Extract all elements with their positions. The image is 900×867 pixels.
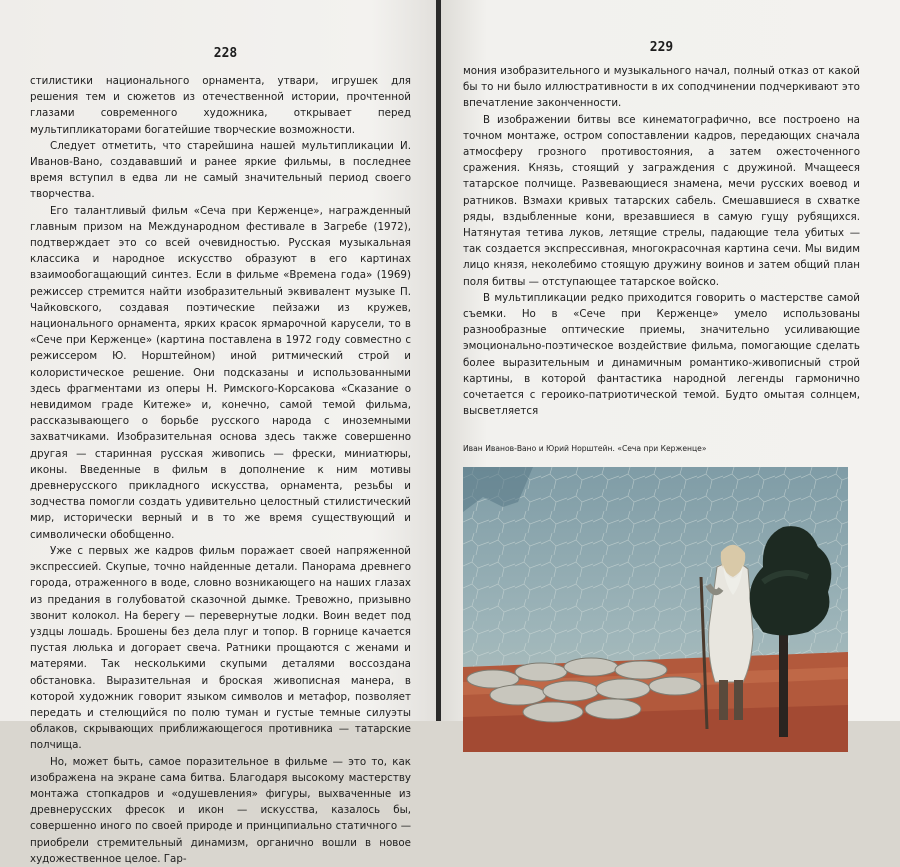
figure-caption: Иван Иванов-Вано и Юрий Норштейн. «Сеча при Керженце»: [463, 444, 707, 454]
page-number-left: 228: [213, 46, 238, 61]
left-page: [0, 0, 437, 865]
paragraph: Но, может быть, самое поразительное в фильме — это то, как изображена на экране сама битва. Благодаря высокому мастерству монтажа стопкадров и «одушевления» фигуры, выхваченные из древнерусских фресок и икон — искусства, казалось бы, совершенно иного по своей природе и принципиально статичного — приобрели стремительный динамизм, органично вошли в новое художественное целое. Гар-: [30, 755, 411, 865]
paragraph: В изображении битвы все кинематографично, все построено на точном монтаже, остром сопоставлении кадров, передающих сначала атмосферу грозного противостояния, а затем ожесточенного сражения. Князь, стоящий у заграждения с дружиной. Мчащееся татарское полчище. Развевающиеся знамена, мечи русских воевод и ратников. Взмахи кривых татарских сабель. Смешавшиеся в схватке ряды, вздыбленные кони, врезавшиеся в самую гущу рубящихся. Натянутая тетива луков, летящие стрелы, падающие тела убитых — так создается экспрессивная, многокрасочная картина сечи. Мы видим лицо князя, неколебимо стоящую дружину воинов и затем общий план поля битвы — отступающее татарское войско.: [463, 113, 860, 288]
paragraph: Его талантливый фильм «Сеча при Керженце», награжденный главным призом на Международном фестивале в Загребе (1972), подтверждает это со всей очевидностью. Русская музыкальная классика и народное искусство образуют в его картинах взаимообогащающий синтез. Если в фильме «Времена года» (1969) режиссер стремится найти изобразительный эквивалент музыке П. Чайковского, создавая поэтические пейзажи из кружев, национального орнамента, ярких красок ярмарочной карусели, то в «Сече при Керженце» (картина поставлена в 1972 году совместно с режиссером Ю. Норштейном) иной ритмический строй и колористическое решение. Они подсказаны и использованными здесь фрагментами из оперы Н. Римского-Корсакова «Сказание о невидимом граде Китеже» и, конечно, самой темой фильма, рассказывающего о борьбе русского народа с иноземными захватчиками. Изобразительная основа здесь также совершенно другая — старинная русская живопись — фрески, миниатюры, иконы. Введенные в фильм в дополнение к ним мотивы древнерусского прикладного искусства, орнамента, резьбы и зодчества помогли создать удивительно целостный стилистический мир, исторически верный и в то же время существующий и символически обобщенно.: [30, 204, 411, 541]
film-still-illustration: [463, 467, 848, 752]
paragraph: стилистики национального орнамента, утвари, игрушек для решения тем и сюжетов из отечественной истории, прочтенной глазами современного художника, открывает перед мультипликаторами богатейшие творческие возможности.: [30, 75, 411, 136]
page-number-right: 229: [649, 40, 674, 55]
paragraph: Следует отметить, что старейшина нашей мультипликации И. Иванов-Вано, создававший и ранее яркие фильмы, в последнее время вступил в едва ли не самый значительный период своего творчества.: [30, 139, 411, 201]
right-page: [441, 0, 900, 721]
paragraph: мония изобразительного и музыкального начал, полный отказ от какой бы то ни было иллюстративности в их соподчинении подчеркивают это впечатление законченности.: [463, 65, 860, 110]
paragraph: В мультипликации редко приходится говорить о мастерстве самой съемки. Но в «Сече при Керженце» умело использованы разнообразные оптические приемы, значительно усиливающие эмоционально-поэтическое воздействие фильма, помогающие сделать более выразительным и динамичным романтико-живописный строй картины, в которой фантастика народной легенды гармонично сочетается с героико-патриотической темой. Будто омытая солнцем, высветляется: [463, 291, 860, 418]
paragraph: Уже с первых же кадров фильм поражает своей напряженной экспрессией. Скупые, точно найденные детали. Панорама древнего города, отраженного в воде, словно возникающего на наших глазах из предания в голубоватой сказочной дымке. Тревожно, призывно звонит колокол. На берегу — перевернутые лодки. Воин ведет под уздцы лошадь. Брошены без дела плуг и топор. В горнице качается пустая люлька и догорает свеча. Ратники прощаются с женами и матерями. Так несколькими скупыми деталями воссоздана обстановка. Выразительная и броская живописная манера, в которой художник говорит языком символов и метафор, позволяет передать и стелющийся по полю туман и густые темные силуэты облаков, скрывающих приближающегося противника — татарские полчища.: [30, 544, 411, 752]
